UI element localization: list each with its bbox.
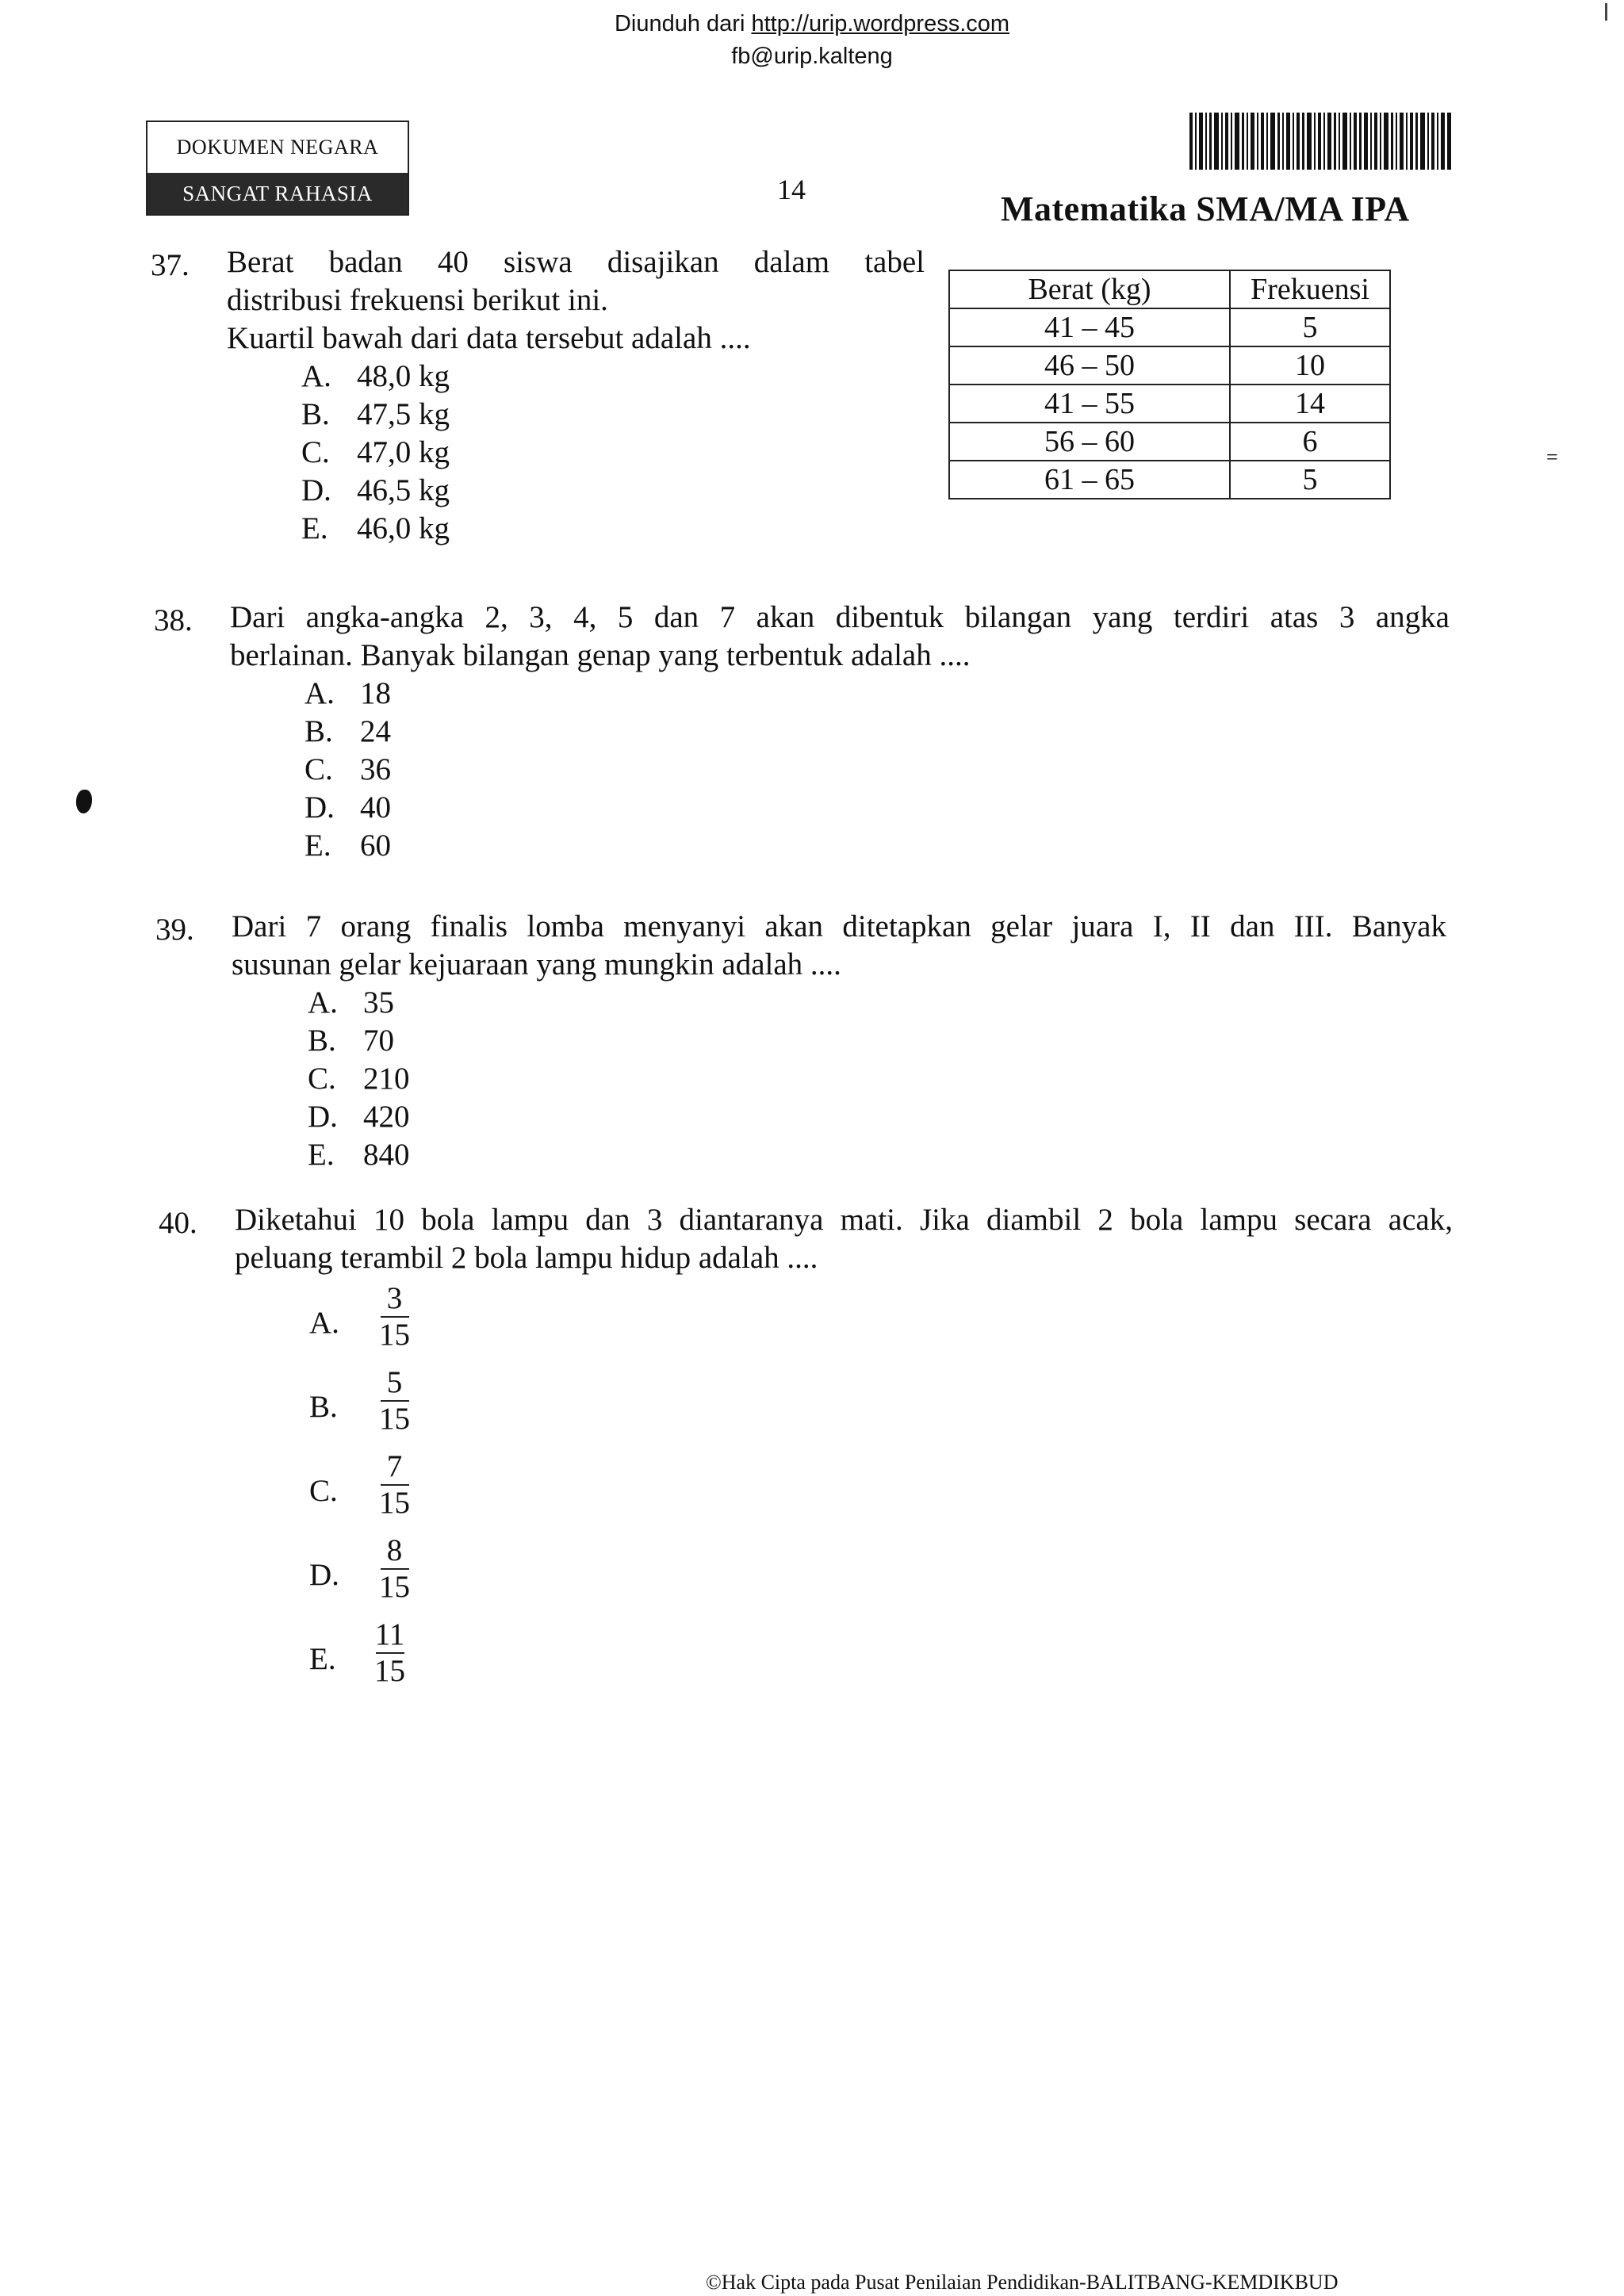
option-letter: E. — [304, 828, 331, 863]
option-text: 24 — [360, 714, 391, 748]
option-letter: B. — [309, 1390, 338, 1424]
download-source — [0, 8, 1624, 40]
q40-option-e[interactable] — [309, 1617, 468, 1697]
table-cell-weight: 61 – 65 — [949, 461, 1230, 499]
question-40-line2: peluang terambil 2 bola lampu hidup adalah .... — [235, 1241, 818, 1275]
fraction — [379, 1533, 410, 1605]
option-letter: E. — [309, 1642, 336, 1676]
q40-option-a[interactable] — [309, 1281, 468, 1360]
barcode-icon — [1189, 113, 1451, 170]
table-cell-weight: 46 – 50 — [949, 346, 1230, 385]
option-letter: D. — [304, 790, 335, 825]
q38-option-e[interactable] — [304, 827, 391, 865]
fraction-numerator: 3 — [386, 1281, 403, 1315]
q38-option-a[interactable] — [304, 675, 391, 713]
question-38-line2: berlainan. Banyak bilangan genap yang terbentuk adalah .... — [230, 638, 971, 672]
option-text: 48,0 kg — [357, 359, 450, 393]
q40-option-d[interactable] — [309, 1533, 468, 1613]
question-number-40: 40. — [159, 1206, 197, 1240]
option-text: 35 — [363, 985, 394, 1020]
q38-option-d[interactable] — [304, 789, 391, 827]
classification-box — [146, 121, 409, 216]
q38-option-c[interactable] — [304, 751, 391, 789]
option-text: 47,5 kg — [357, 397, 450, 431]
q38-option-b[interactable] — [304, 713, 391, 751]
q40-option-c[interactable] — [309, 1449, 468, 1529]
table-cell-weight: 56 – 60 — [949, 423, 1230, 461]
question-number-39: 39. — [155, 913, 194, 947]
option-text: 210 — [363, 1062, 410, 1096]
fraction-numerator: 5 — [386, 1365, 403, 1399]
q39-option-e[interactable] — [308, 1136, 410, 1174]
option-letter: C. — [309, 1474, 338, 1508]
classification-top: DOKUMEN NEGARA — [176, 136, 379, 159]
q37-option-d[interactable] — [301, 472, 450, 510]
table-row — [949, 461, 1390, 499]
question-38-line1: Dari angka-angka 2, 3, 4, 5 dan 7 akan dibentuk bilangan yang terdiri atas 3 angka — [230, 600, 1450, 634]
option-letter: C. — [301, 435, 330, 469]
question-37-line1: Berat badan 40 siswa disajikan dalam tabel — [227, 245, 925, 279]
option-text: 18 — [360, 676, 391, 710]
q39-option-a[interactable] — [308, 984, 394, 1022]
option-letter: B. — [304, 714, 333, 748]
subject-title: Matematika SMA/MA IPA — [1001, 189, 1410, 228]
table-row — [949, 423, 1390, 461]
q40-option-b[interactable] — [309, 1365, 468, 1445]
table-row — [949, 385, 1390, 423]
fraction — [379, 1281, 410, 1353]
page-number: 14 — [777, 174, 806, 205]
fraction-numerator: 7 — [386, 1449, 403, 1483]
fraction-denominator: 15 — [379, 1570, 410, 1604]
option-text: 47,0 kg — [357, 435, 450, 469]
option-letter: E. — [301, 511, 328, 545]
table-cell-frequency: 14 — [1230, 385, 1390, 423]
table-cell-frequency: 5 — [1230, 308, 1390, 346]
fraction-denominator: 15 — [379, 1318, 410, 1352]
table-header-frequency: Frekuensi — [1230, 270, 1390, 308]
option-letter: A. — [309, 1306, 339, 1340]
q37-option-a[interactable] — [301, 358, 450, 396]
option-letter: A. — [304, 676, 335, 710]
option-text: 36 — [360, 752, 391, 786]
table-cell-weight: 41 – 45 — [949, 308, 1230, 346]
option-text: 840 — [363, 1138, 410, 1172]
fraction — [374, 1617, 405, 1689]
question-number-38: 38. — [154, 603, 193, 637]
option-letter: A. — [308, 985, 338, 1020]
scan-mark: = — [1546, 446, 1558, 469]
download-link[interactable]: http://urip.wordpress.com — [751, 11, 1010, 36]
option-letter: E. — [308, 1138, 335, 1172]
facebook-handle: fb@urip.kalteng — [731, 44, 893, 69]
classification-bottom: SANGAT RAHASIA — [147, 173, 408, 214]
option-letter: B. — [308, 1024, 336, 1058]
fraction-denominator: 15 — [379, 1402, 410, 1436]
q39-option-c[interactable] — [308, 1060, 410, 1098]
q39-option-b[interactable] — [308, 1022, 394, 1060]
frequency-table — [948, 270, 1391, 499]
q37-option-e[interactable] — [301, 510, 450, 548]
fraction-denominator: 15 — [374, 1654, 405, 1688]
table-header-row — [949, 270, 1390, 308]
question-39-line2: susunan gelar kejuaraan yang mungkin adalah .... — [232, 947, 841, 982]
question-number-37: 37. — [151, 248, 190, 282]
option-text: 46,0 kg — [357, 511, 450, 545]
option-letter: C. — [308, 1062, 336, 1096]
option-letter: C. — [304, 752, 333, 786]
question-40-line1: Diketahui 10 bola lampu dan 3 diantaranya mati. Jika diambil 2 bola lampu secara acak, — [235, 1203, 1453, 1237]
option-text: 420 — [363, 1100, 410, 1134]
question-37-line3: Kuartil bawah dari data tersebut adalah .... — [227, 321, 751, 355]
table-row — [949, 346, 1390, 385]
scan-mark — [1605, 3, 1607, 21]
table-cell-frequency: 5 — [1230, 461, 1390, 499]
q37-option-b[interactable] — [301, 396, 450, 434]
option-letter: D. — [308, 1100, 338, 1134]
option-text: 46,5 kg — [357, 473, 450, 507]
option-letter: A. — [301, 359, 331, 393]
table-cell-frequency: 10 — [1230, 346, 1390, 385]
option-text: 40 — [360, 790, 391, 825]
fraction-denominator: 15 — [379, 1486, 410, 1520]
question-37-line2: distribusi frekuensi berikut ini. — [227, 283, 608, 317]
question-39-line1: Dari 7 orang finalis lomba menyanyi akan ditetapkan gelar juara I, II dan III. Banyak — [232, 909, 1446, 943]
fraction — [379, 1449, 410, 1521]
table-cell-frequency: 6 — [1230, 423, 1390, 461]
option-letter: D. — [309, 1558, 339, 1592]
fraction-numerator: 8 — [386, 1533, 403, 1567]
option-text: 60 — [360, 828, 391, 863]
q39-option-d[interactable] — [308, 1098, 410, 1136]
fraction-numerator: 11 — [374, 1617, 405, 1651]
download-prefix: Diunduh dari — [614, 11, 745, 36]
table-row — [949, 308, 1390, 346]
table-cell-weight: 41 – 55 — [949, 385, 1230, 423]
option-text: 70 — [363, 1024, 394, 1058]
option-letter: B. — [301, 397, 330, 431]
option-letter: D. — [301, 473, 331, 507]
q37-option-c[interactable] — [301, 434, 450, 472]
fraction — [379, 1365, 410, 1437]
scan-blot — [76, 790, 92, 813]
table-header-weight: Berat (kg) — [949, 270, 1230, 308]
copyright-footer: ©Hak Cipta pada Pusat Penilaian Pendidikan-BALITBANG-KEMDIKBUD — [706, 2271, 1339, 2294]
